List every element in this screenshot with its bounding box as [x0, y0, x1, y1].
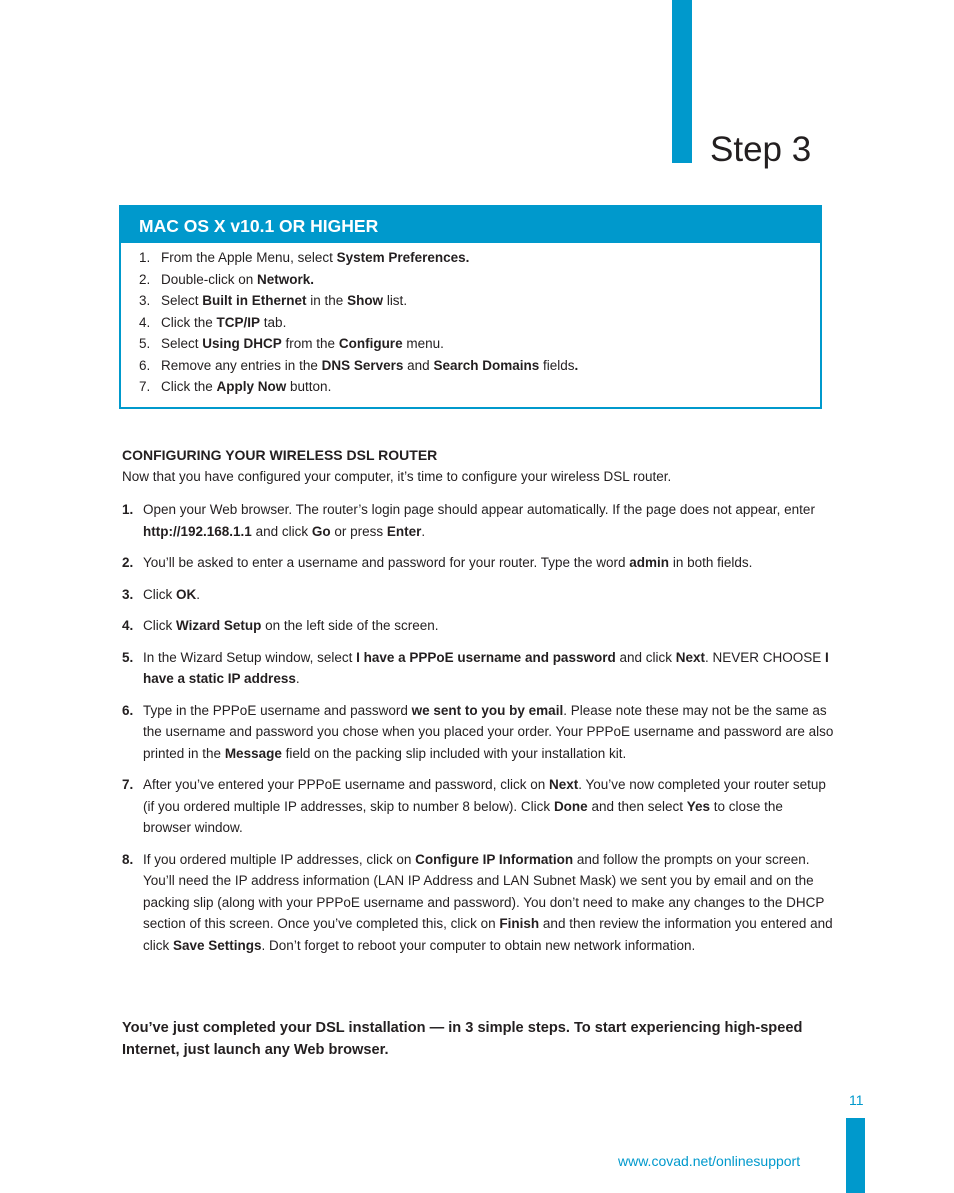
bold-text: Search Domains	[433, 357, 540, 373]
mac-steps-list	[121, 243, 820, 398]
text-run: field on the packing slip included with your installation kit.	[281, 745, 627, 761]
router-step-item	[122, 647, 834, 690]
page-title: Step 3	[710, 130, 812, 169]
accent-bar-top	[672, 0, 692, 163]
bold-text: System Preferences.	[336, 250, 470, 265]
mac-step-number: 5.	[139, 336, 151, 351]
bold-text: I have a PPPoE username and password	[356, 649, 616, 665]
text-run: Click	[143, 586, 176, 602]
text-run: and then review the information you entered and click	[143, 916, 833, 953]
text-run: fields	[539, 357, 575, 373]
router-section-intro: Now that you have configured your computer, it’s time to configure your wireless DSL router.	[122, 469, 672, 484]
text-run: Open your Web browser. The router’s login page should appear automatically. If the page does not appear, enter	[143, 502, 815, 517]
router-step-number: 1.	[122, 502, 134, 517]
text-run: From the Apple Menu, select	[161, 250, 337, 265]
bold-text: Next	[675, 649, 706, 665]
bold-text: Built in Ethernet	[202, 293, 307, 308]
text-run: You’ll be asked to enter a username and password for your router. Type the word	[143, 555, 630, 570]
router-step-number: 4.	[122, 618, 134, 633]
text-run: and	[403, 357, 434, 373]
bold-text: Save Settings	[173, 937, 262, 953]
text-run: and click	[251, 523, 312, 539]
page-number: 11	[849, 1092, 864, 1108]
text-run: After you’ve entered your PPPoE username and password, click on	[143, 777, 549, 792]
text-run: In the Wizard Setup window, select	[143, 649, 357, 665]
mac-step-item	[139, 269, 820, 291]
router-step-item	[122, 584, 834, 606]
bold-text: OK	[176, 586, 197, 602]
mac-step-number: 1.	[139, 250, 151, 265]
bold-text: http://192.168.1.1	[143, 523, 252, 539]
bold-text: Next	[548, 777, 579, 792]
bold-text: Apply Now	[216, 379, 287, 394]
text-run: to close the browser window.	[143, 798, 783, 835]
text-run: .	[295, 671, 300, 686]
mac-step-number: 2.	[139, 271, 151, 287]
mac-box-heading: MAC OS X v10.1 OR HIGHER	[121, 207, 820, 243]
router-step-item	[122, 849, 834, 957]
text-run: and follow the prompts on your screen. You’ll need the IP address information (LAN IP Address and LAN Subnet Mask) we sent you by email and on the packing slip (along with your PPPoE username and password). You don’t need to make any changes to the DHCP section of this screen. Once you’ve completed this, click on	[143, 851, 825, 931]
mac-step-item	[139, 333, 820, 355]
bold-text: Enter	[386, 523, 422, 539]
text-run: in the	[306, 293, 348, 308]
mac-step-item	[139, 355, 820, 377]
support-link[interactable]: www.covad.net/onlinesupport	[618, 1153, 801, 1169]
text-run: or press	[330, 523, 387, 539]
bold-text: Go	[311, 523, 331, 539]
text-run: . Please note these may not be the same as the username and password you chose when you placed your order. Your PPPoE username and password are also printed in the	[143, 702, 834, 761]
bold-text: Done	[553, 798, 588, 814]
mac-step-item	[139, 290, 820, 312]
bold-text: .	[574, 357, 579, 373]
accent-bar-bottom	[846, 1118, 865, 1193]
text-run: . Don’t forget to reboot your computer to obtain new network information.	[261, 937, 696, 953]
text-run: Select	[161, 293, 203, 308]
text-run: from the	[281, 336, 339, 351]
text-run: Click the	[161, 314, 217, 330]
router-section	[122, 445, 834, 966]
bold-text: I have a static IP address	[143, 649, 829, 686]
bold-text: we sent to you by email	[411, 702, 564, 718]
mac-step-number: 7.	[139, 379, 151, 394]
bold-text: Finish	[499, 916, 540, 931]
text-run: Click the	[161, 379, 217, 394]
router-step-item	[122, 615, 834, 637]
bold-text: Message	[224, 745, 282, 761]
router-section-heading: CONFIGURING YOUR WIRELESS DSL ROUTER	[122, 447, 438, 463]
text-run: and click	[615, 649, 676, 665]
mac-step-number: 4.	[139, 314, 151, 330]
bold-text: Network.	[257, 271, 315, 287]
router-step-item	[122, 499, 834, 542]
bold-text: Wizard Setup	[176, 618, 262, 633]
router-step-number: 8.	[122, 851, 134, 867]
router-step-item	[122, 700, 834, 765]
router-step-item	[122, 774, 834, 839]
bold-text: TCP/IP	[216, 314, 261, 330]
text-run: button.	[286, 379, 332, 394]
text-run: Remove any entries in the	[161, 357, 322, 373]
text-run: . You’ve now completed your router setup (if you ordered multiple IP addresses, skip to number 8 below). Click	[143, 777, 826, 814]
router-step-number: 6.	[122, 702, 134, 718]
text-run: .	[421, 523, 426, 539]
router-step-number: 2.	[122, 555, 134, 570]
bold-text: Configure IP Information	[415, 851, 574, 867]
text-run: Click	[143, 618, 176, 633]
mac-step-number: 6.	[139, 357, 151, 373]
router-steps-list	[122, 499, 834, 956]
text-run: and then select	[587, 798, 687, 814]
text-run: in both fields.	[669, 555, 753, 570]
router-step-number: 3.	[122, 586, 134, 602]
mac-step-item	[139, 376, 820, 398]
bold-text: Yes	[686, 798, 711, 814]
router-step-item	[122, 552, 834, 574]
bold-text: Configure	[338, 336, 403, 351]
text-run: If you ordered multiple IP addresses, click on	[143, 851, 416, 867]
text-run: list.	[383, 293, 408, 308]
mac-step-item	[139, 247, 820, 269]
mac-step-number: 3.	[139, 293, 151, 308]
text-run: Double-click on	[161, 271, 258, 287]
bold-text: DNS Servers	[321, 357, 404, 373]
text-run: tab.	[260, 314, 287, 330]
closing-statement: You’ve just completed your DSL installation — in 3 simple steps. To start experiencing high-speed Internet, just launch any Web browser.	[122, 1020, 803, 1058]
text-run: .	[196, 586, 201, 602]
bold-text: Using DHCP	[202, 336, 282, 351]
text-run: Type in the PPPoE username and password	[143, 702, 412, 718]
text-run: . NEVER CHOOSE	[705, 649, 826, 665]
mac-step-item	[139, 312, 820, 334]
text-run: Select	[161, 336, 203, 351]
text-run: menu.	[402, 336, 444, 351]
router-step-number: 7.	[122, 777, 134, 792]
text-run: on the left side of the screen.	[261, 618, 439, 633]
mac-instructions-box	[119, 205, 822, 409]
bold-text: admin	[629, 555, 670, 570]
bold-text: Show	[347, 293, 384, 308]
router-step-number: 5.	[122, 649, 134, 665]
